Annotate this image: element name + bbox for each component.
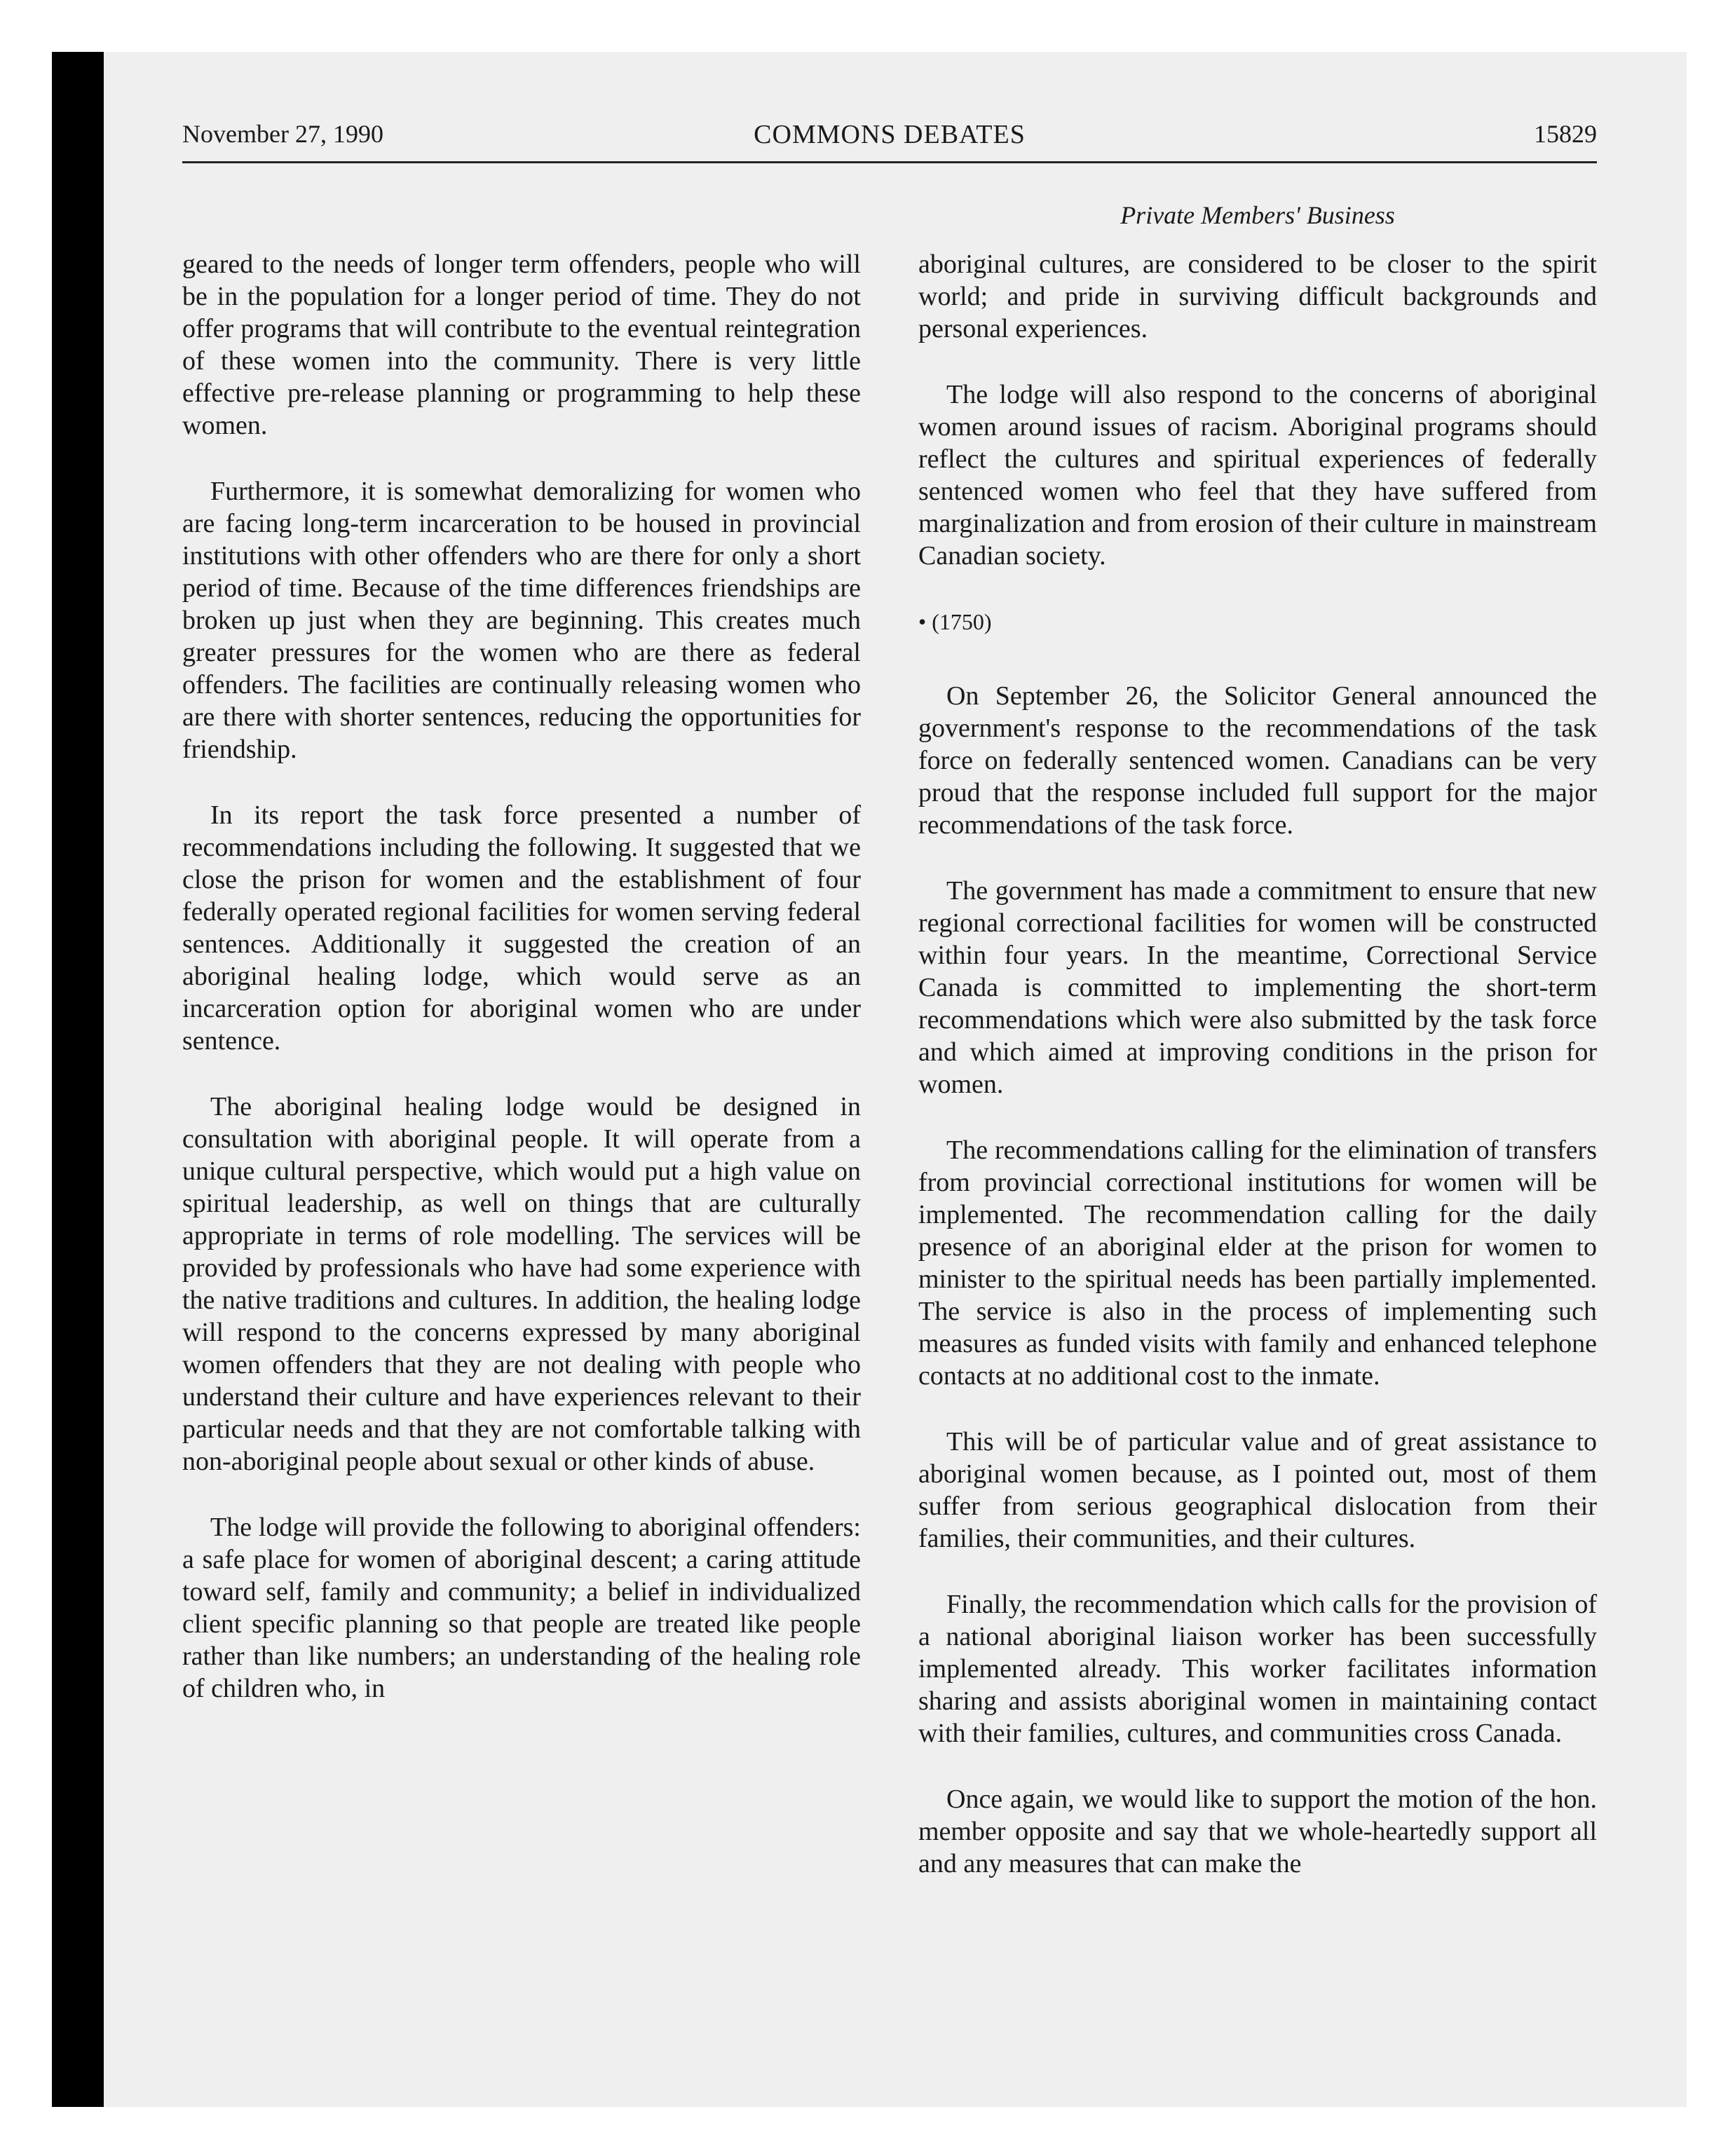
right-column xyxy=(918,248,1597,1913)
header-journal-title: COMMONS DEBATES xyxy=(754,120,1026,149)
header-rule xyxy=(182,161,1597,163)
paragraph: The government has made a commitment to ensure that new regional correctional facilities for women will be constructed within four years. In the meantime, Correctional Service Canada is committed to implementing the short-term recommendations which were also submitted by the task force and which aimed at improving conditions in the prison for women. xyxy=(918,876,1597,1099)
header-page-number: 15829 xyxy=(1534,120,1597,148)
scan-binding-edge xyxy=(52,52,104,2107)
paragraph: On September 26, the Solicitor General announced the government's response to the recommendations of the task force on federally sentenced women. Canadians can be very proud that the response included full support for the major recommendations of the task force. xyxy=(918,681,1597,840)
paragraph: In its report the task force presented a number of recommendations including the following. It suggested that we close the prison for women and the establishment of four federally operated regional facilities for women serving federal sentences. Additionally it suggested the creation of an aboriginal healing lodge, which would serve as an incarceration option for aboriginal women who are under sentence. xyxy=(182,800,861,1056)
paragraph: geared to the needs of longer term offenders, people who will be in the population for a longer period of time. They do not offer programs that will contribute to the eventual reintegration of these women into the community. There is very little effective pre-release planning or programming to help these women. xyxy=(182,250,861,440)
section-title: Private Members' Business xyxy=(1120,201,1395,229)
running-header xyxy=(182,119,1597,161)
paragraph: Once again, we would like to support the motion of the hon. member opposite and say that we whole-heartedly support all and any measures that can make the xyxy=(918,1785,1597,1878)
paragraph: The lodge will also respond to the concerns of aboriginal women around issues of racism. Aboriginal programs should reflect the cultures and spiritual experiences of federally sentenced women who feel that they have suffered from marginalization and from erosion of their culture in mainstream Canadian society. xyxy=(918,380,1597,571)
paragraph: Finally, the recommendation which calls for the provision of a national aboriginal liaison worker has been successfully implemented already. This worker facilitates information sharing and assists aboriginal women in maintaining contact with their families, cultures, and communities cross Canada. xyxy=(918,1590,1597,1748)
paragraph: Furthermore, it is somewhat demoralizing for women who are facing long-term incarceration to be housed in provincial institutions with other offenders who are there for only a short period of time. Because of the time differences friendships are broken up just when they are beginning. This creates much greater pressures for the women who are there as federal offenders. The facilities are continually releasing women who are there with shorter sentences, reducing the opportunities for friendship. xyxy=(182,477,861,764)
paragraph: This will be of particular value and of great assistance to aboriginal women because, as I pointed out, most of them suffer from serious geographical dislocation from their families, their communities, and their cultures. xyxy=(918,1427,1597,1553)
paragraph: The lodge will provide the following to aboriginal offenders: a safe place for women of aboriginal descent; a caring attitude toward self, family and community; a belief in individualized client specific planning so that people are treated like people rather than like numbers; an understanding of the healing role of children who, in xyxy=(182,1513,861,1703)
debate-timestamp: • (1750) xyxy=(918,609,992,634)
paragraph: The aboriginal healing lodge would be designed in consultation with aboriginal people. It will operate from a unique cultural perspective, which would put a high value on spiritual leadership, as well on things that are culturally appropriate in terms of role modelling. The services will be provided by professionals who have had some experience with the native traditions and cultures. In addition, the healing lodge will respond to the concerns expressed by many aboriginal women offenders that they are not dealing with people who understand their culture and have experiences relevant to their particular needs and that they are not comfortable talking with non-aboriginal people about sexual or other kinds of abuse. xyxy=(182,1092,861,1476)
paragraph: The recommendations calling for the elimination of transfers from provincial correctional institutions for women will be implemented. The recommendation calling for the daily presence of an aboriginal elder at the prison for women to minister to the spiritual needs has been partially implemented. The service is also in the process of implementing such measures as funded visits with family and enhanced telephone contacts at no additional cost to the inmate. xyxy=(918,1135,1597,1391)
left-column xyxy=(182,248,861,1738)
header-date: November 27, 1990 xyxy=(182,120,383,148)
paragraph: aboriginal cultures, are considered to be closer to the spirit world; and pride in surviving difficult backgrounds and personal experiences. xyxy=(918,250,1597,343)
